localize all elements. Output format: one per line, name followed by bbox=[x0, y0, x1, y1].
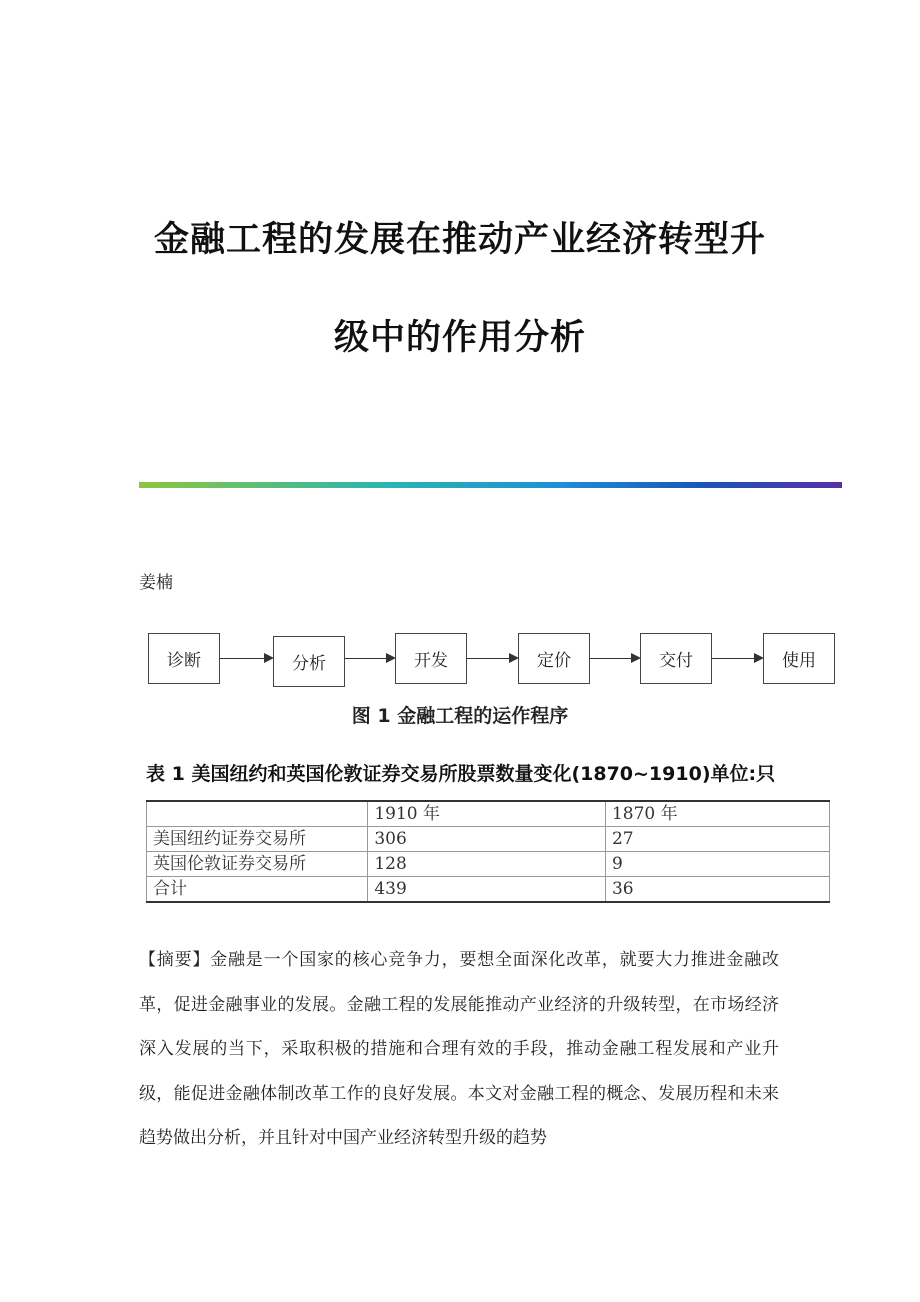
abstract-text: 金融是一个国家的核心竞争力，要想全面深化改革，就要大力推进金融改革，促进金融事业的发展。金融工程的发展能推动产业经济的升级转型，在市场经济深入发展的当下，采取积极的措施和合理有效的手段，推动金融工程发展和产业升级，能促进金融体制改革工作的良好发展。本文对金融工程的概念、发展历程和未来趋势做出分析，并且针对中国产业经济转型升级的趋势 bbox=[139, 950, 780, 1148]
table-header-cell: 1870 年 bbox=[605, 801, 829, 827]
table-caption: 表 1 美国纽约和英国伦敦证券交易所股票数量变化(1870~1910)单位:只 bbox=[146, 763, 776, 785]
table-cell: 36 bbox=[605, 877, 829, 903]
table-row bbox=[147, 877, 830, 903]
table-row bbox=[147, 852, 830, 877]
author-name: 姜楠 bbox=[139, 573, 173, 593]
table-cell: 27 bbox=[605, 827, 829, 852]
table-header-cell bbox=[147, 801, 368, 827]
table-row bbox=[147, 827, 830, 852]
figure-caption: 图 1 金融工程的运作程序 bbox=[351, 705, 569, 727]
flow-step-diagnose: 诊断 bbox=[148, 633, 220, 684]
table-cell: 美国纽约证券交易所 bbox=[147, 827, 368, 852]
table-cell: 306 bbox=[368, 827, 606, 852]
table-header-row bbox=[147, 801, 830, 827]
flow-arrow bbox=[345, 658, 394, 659]
flow-arrow bbox=[220, 658, 272, 659]
table-cell: 9 bbox=[605, 852, 829, 877]
table-cell: 439 bbox=[368, 877, 606, 903]
abstract-paragraph bbox=[139, 938, 779, 1161]
stock-count-table bbox=[146, 800, 830, 903]
flow-arrow bbox=[712, 658, 762, 659]
page-title-line-2: 级中的作用分析 bbox=[333, 317, 586, 358]
flow-step-use: 使用 bbox=[763, 633, 835, 684]
flow-arrow bbox=[590, 658, 639, 659]
flow-step-develop: 开发 bbox=[395, 633, 467, 684]
abstract-label: 【摘要】 bbox=[139, 950, 211, 970]
table-cell: 128 bbox=[368, 852, 606, 877]
flow-step-delivery: 交付 bbox=[640, 633, 712, 684]
flow-arrow bbox=[467, 658, 517, 659]
flow-step-pricing: 定价 bbox=[518, 633, 590, 684]
table-header-cell: 1910 年 bbox=[368, 801, 606, 827]
page-title-line-1: 金融工程的发展在推动产业经济转型升 bbox=[153, 219, 766, 260]
table-cell: 合计 bbox=[147, 877, 368, 903]
flow-step-analyze: 分析 bbox=[273, 636, 345, 687]
table-cell: 英国伦敦证券交易所 bbox=[147, 852, 368, 877]
